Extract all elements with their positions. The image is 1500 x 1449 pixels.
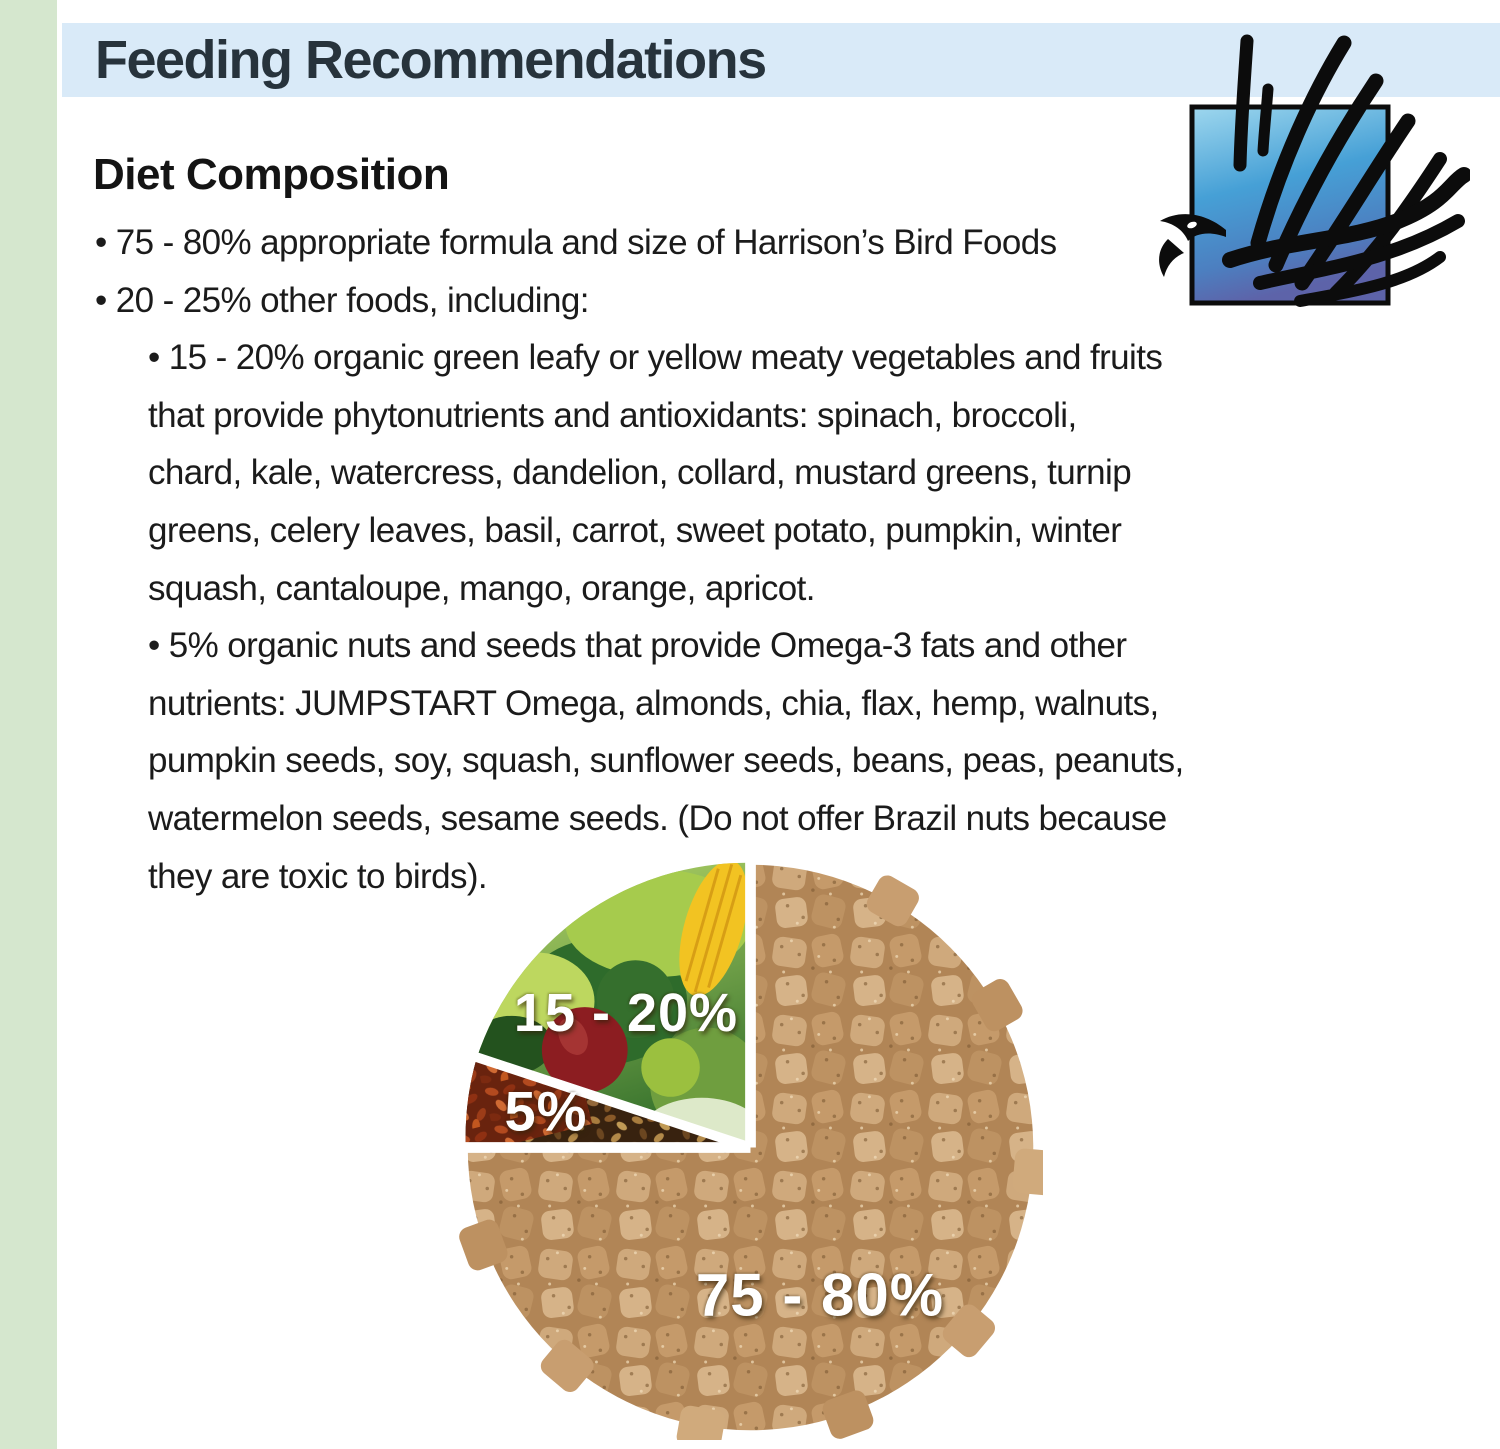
green-apple-graphic bbox=[641, 1038, 700, 1097]
list-line: • 75 - 80% appropriate formula and size of Harrison’s Bird Foods bbox=[95, 223, 1057, 262]
list-line: greens, celery leaves, basil, carrot, sweet potato, pumpkin, winter bbox=[148, 510, 1122, 550]
list-line: squash, cantaloupe, mango, orange, apricot. bbox=[148, 568, 815, 608]
list-line: • 5% organic nuts and seeds that provide Omega-3 fats and other bbox=[148, 626, 1127, 666]
list-line: • 20 - 25% other foods, including: bbox=[95, 280, 589, 320]
list-line: • 15 - 20% organic green leafy or yellow meaty vegetables and fruits bbox=[148, 338, 1163, 378]
list-line: pumpkin seeds, soy, squash, sunflower seeds, beans, peas, peanuts, bbox=[148, 741, 1184, 781]
harrisons-bird-logo bbox=[1140, 25, 1470, 315]
list-line: nutrients: JUMPSTART Omega, almonds, chia, flax, hemp, walnuts, bbox=[148, 683, 1159, 723]
list-line: watermelon seeds, sesame seeds. (Do not offer Brazil nuts because bbox=[148, 798, 1167, 838]
pie-chart-graphic bbox=[458, 855, 1043, 1440]
pie-label-vegetables: 15 - 20% bbox=[513, 983, 739, 1043]
list-line: chard, kale, watercress, dandelion, collard, mustard greens, turnip bbox=[148, 453, 1132, 493]
diet-composition-pie-chart bbox=[458, 855, 1043, 1440]
section-heading: Diet Composition bbox=[93, 150, 450, 199]
list-line: they are toxic to birds). bbox=[148, 856, 488, 896]
bird-logo-icon bbox=[1140, 25, 1470, 315]
left-margin-stripe bbox=[0, 0, 57, 1449]
page-title: Feeding Recommendations bbox=[95, 30, 766, 90]
pie-label-pellets: 75 - 80% bbox=[695, 1261, 945, 1329]
pie-label-seeds: 5% bbox=[504, 1079, 588, 1143]
diet-composition-list bbox=[95, 214, 1184, 905]
list-line: that provide phytonutrients and antioxidants: spinach, broccoli, bbox=[148, 395, 1077, 435]
